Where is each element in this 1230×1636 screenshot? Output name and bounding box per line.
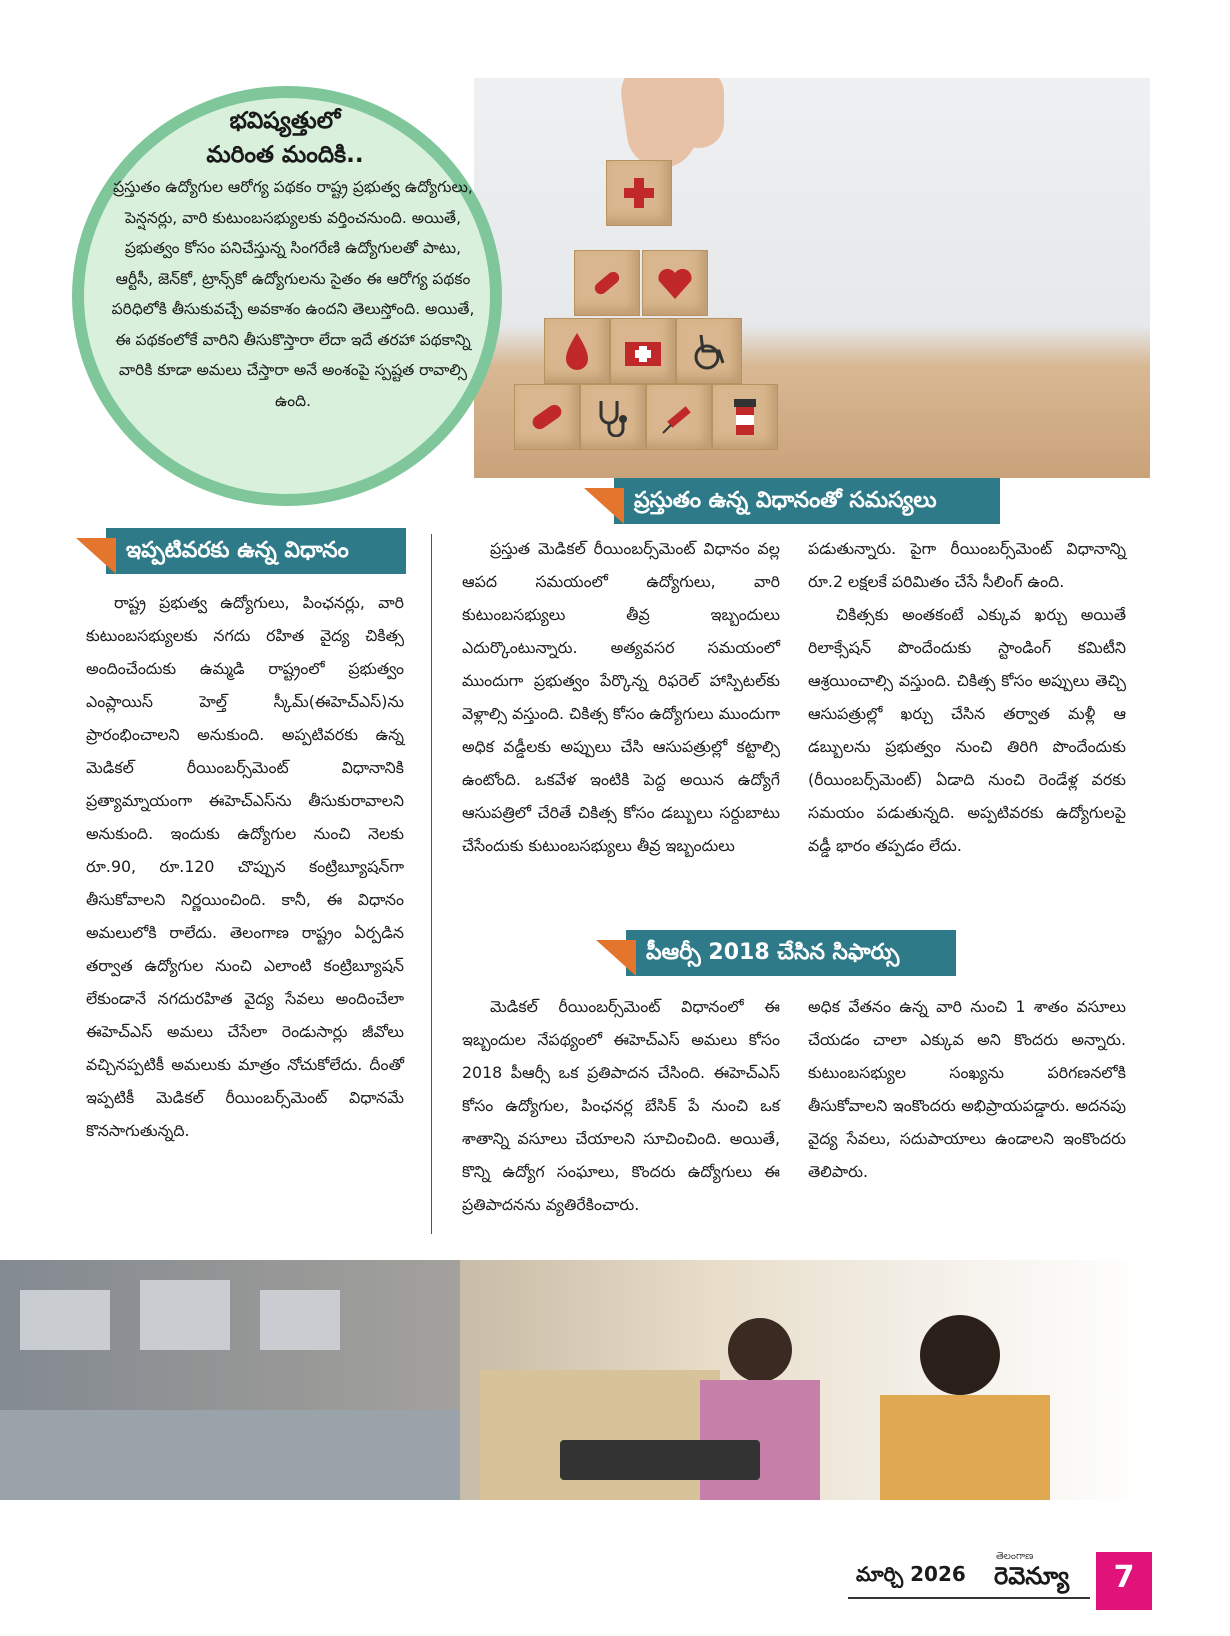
column-divider [431, 534, 432, 1234]
current-problems-col2 [808, 532, 1126, 862]
issue-date: మార్చి 2026 [856, 1562, 966, 1586]
page-number: 7 [1096, 1552, 1152, 1610]
prc-paragraph1: మెడికల్ రీయింబర్స్‌మెంట్ విధానంలో ఈ ఇబ్బందుల నేపథ్యంలో ఈహెచ్‌ఎస్ అమలు కోసం 2018 పీఆర్సీ ఒక ప్రతిపాదన చేసింది. ఈహెచ్‌ఎస్ కోసం ఉద్యోగుల, పింఛనర్ల బేసిక్ పే నుంచి ఒక శాతాన్ని వసూలు చేయాలని సూచించింది. అయితే, కొన్ని ఉద్యోగ సంఘాలు, కొందరు ఉద్యోగులు ఈ ప్రతిపాదనను వ్యతిరేకించారు. [462, 997, 780, 1214]
brand-logo-text: రెవెన్యూ [994, 1562, 1070, 1590]
callout-text: ప్రస్తుతం ఉద్యోగుల ఆరోగ్య పథకం రాష్ట్ర ప్రభుత్వ ఉద్యోగులు, పెన్షనర్లు, వారి కుటుంబసభ్యులకు వర్తించనుంది. అయితే, ప్రభుత్వం కోసం పనిచేస్తున్న సింగరేణి ఉద్యోగులతో పాటు, ఆర్టీసీ, జెన్‌కో, ట్రాన్స్‌కో ఉద్యోగులను సైతం ఈ ఆరోగ్య పథకం పరిధిలోకి తీసుకువచ్చే అవకాశం ఉందని తెలుస్తోంది. అయితే, ఈ పథకంలోకే వారిని తీసుకొస్తారా లేదా ఇదే తరహా పథకాన్ని వారికి కూడా అమలు చేస్తారా అనే అంశంపై స్పష్టత రావాల్సి ఉంది. [111, 178, 475, 410]
wheelchair-icon [676, 318, 742, 384]
footer-rule [848, 1597, 1090, 1599]
pill-bottle-icon [712, 384, 778, 450]
finger-graphic [674, 78, 724, 148]
heading-current-problems: ప్రస్తుతం ఉన్న విధానంతో సమస్యలు [614, 478, 1000, 524]
brand-small-label: తెలంగాణ [996, 1551, 1034, 1562]
current-problems-paragraph2: పడుతున్నారు. పైగా రీయింబర్స్‌మెంట్ విధానాన్ని రూ.2 లక్షలకే పరిమితం చేసే సీలింగ్ ఉంది. [808, 539, 1126, 591]
syringe-icon [646, 384, 712, 450]
prc-paragraph2: అధిక వేతనం ఉన్న వారి నుంచి 1 శాతం వసూలు చేయడం చాలా ఎక్కువ అని కొందరు అన్నారు. కుటుంబసభ్యుల సంఖ్యను పరిగణనలోకి తీసుకోవాలని ఇంకొందరు అభిప్రాయపడ్డారు. అదనపు వైద్య సేవలు, సదుపాయాలు ఉండాలని ఇంకొందరు తెలిపారు. [808, 997, 1126, 1181]
current-problems-paragraph3: చికిత్సకు అంతకంటే ఎక్కువ ఖర్చు అయితే రిలాక్సేషన్ పొందేందుకు స్టాండింగ్ కమిటీని ఆశ్రయించాల్సి వస్తుంది. చికిత్స కోసం అప్పులు తెచ్చి ఆసుపత్రుల్లో ఖర్చు చేసిన తర్వాత మళ్లీ ఆ డబ్బులను ప్రభుత్వం నుంచి తిరిగి పొందేందుకు (రీయింబర్స్‌మెంట్) ఏడాది నుంచి రెండేళ్ల వరకు సమయం పడుతున్నది. అప్పటివరకు ఉద్యోగులపై వడ్డీ భారం తప్పడం లేదు. [808, 605, 1126, 855]
pill-icon [574, 250, 640, 316]
medical-blocks-image [474, 78, 1150, 478]
medical-kit-icon [610, 318, 676, 384]
prc-col1 [462, 990, 780, 1221]
current-problems-paragraph1: ప్రస్తుత మెడికల్ రీయింబర్స్‌మెంట్ విధానం వల్ల ఆపద సమయంలో ఉద్యోగులు, వారి కుటుంబసభ్యులు తీవ్ర ఇబ్బందులు ఎదుర్కొంటున్నారు. అత్యవసర సమయంలో ముందుగా ప్రభుత్వం పేర్కొన్న రిఫరెల్ హాస్పిటల్‌కు వెళ్లాల్సి వస్తుంది. చికిత్స కోసం ఉద్యోగులు ముందుగా అధిక వడ్డీలకు అప్పులు చేసి ఆసుపత్రుల్లో కట్టాల్సి ఉంటోంది. ఒకవేళ ఇంటికి పెద్ద అయిన ఉద్యోగే ఆసుపత్రిలో చేరితే చికిత్స కోసం డబ్బులు సర్దుబాటు చేసేందుకు కుటుంబసభ్యులు తీవ్ర ఇబ్బందులు [462, 539, 780, 855]
heading-prc-2018: పీఆర్సీ 2018 చేసిన సిఫార్సు [626, 930, 956, 976]
callout-title-line2: మరింత మందికి.. [206, 142, 364, 168]
current-problems-col1 [462, 532, 780, 862]
office-scene-graphic [0, 1260, 1150, 1500]
callout-title [150, 104, 420, 172]
heading-until-now: ఇప్పటివరకు ఉన్న విధానం [106, 528, 406, 574]
blood-drop-icon [544, 318, 610, 384]
stethoscope-icon [580, 384, 646, 450]
until-now-paragraph: రాష్ట్ర ప్రభుత్వ ఉద్యోగులు, పింఛనర్లు, వారి కుటుంబసభ్యులకు నగదు రహిత వైద్య చికిత్స అందించేందుకు ఉమ్మడి రాష్ట్రంలో ప్రభుత్వం ఎంప్లాయిస్ హెల్త్ స్కీమ్(ఈహెచ్‌ఎస్)ను ప్రారంభించాలని అనుకుంది. అప్పటివరకు ఉన్న మెడికల్ రీయింబర్స్‌మెంట్ విధానానికి ప్రత్యామ్నాయంగా ఈహెచ్‌ఎస్‌ను తీసుకురావాలని అనుకుంది. ఇందుకు ఉద్యోగుల నుంచి నెలకు రూ.90, రూ.120 చొప్పున కంట్రిబ్యూషన్‌గా తీసుకోవాలని నిర్ణయించింది. కానీ, ఈ విధానం అమలులోకి రాలేదు. తెలంగాణ రాష్ట్రం ఏర్పడిన తర్వాత ఉద్యోగుల నుంచి ఎలాంటి కంట్రిబ్యూషన్ లేకుండానే నగదురహిత వైద్య సేవలు అందించేలా ఈహెచ్‌ఎస్ అమలు చేసేలా రెండుసార్లు జీవోలు వచ్చినప్పటికీ అమలుకు మాత్రం నోచుకోలేదు. దీంతో ఇప్పటికీ మెడికల్ రీయింబర్స్‌మెంట్ విధానమే కొనసాగుతున్నది. [86, 593, 404, 1140]
office-employees-photo [0, 1260, 1150, 1500]
heart-icon [642, 250, 708, 316]
until-now-text [86, 586, 404, 1147]
prc-col2 [808, 990, 1126, 1188]
cross-icon [606, 160, 672, 226]
callout-title-line1: భవిష్యత్తులో [229, 108, 341, 134]
bandage-icon [514, 384, 580, 450]
